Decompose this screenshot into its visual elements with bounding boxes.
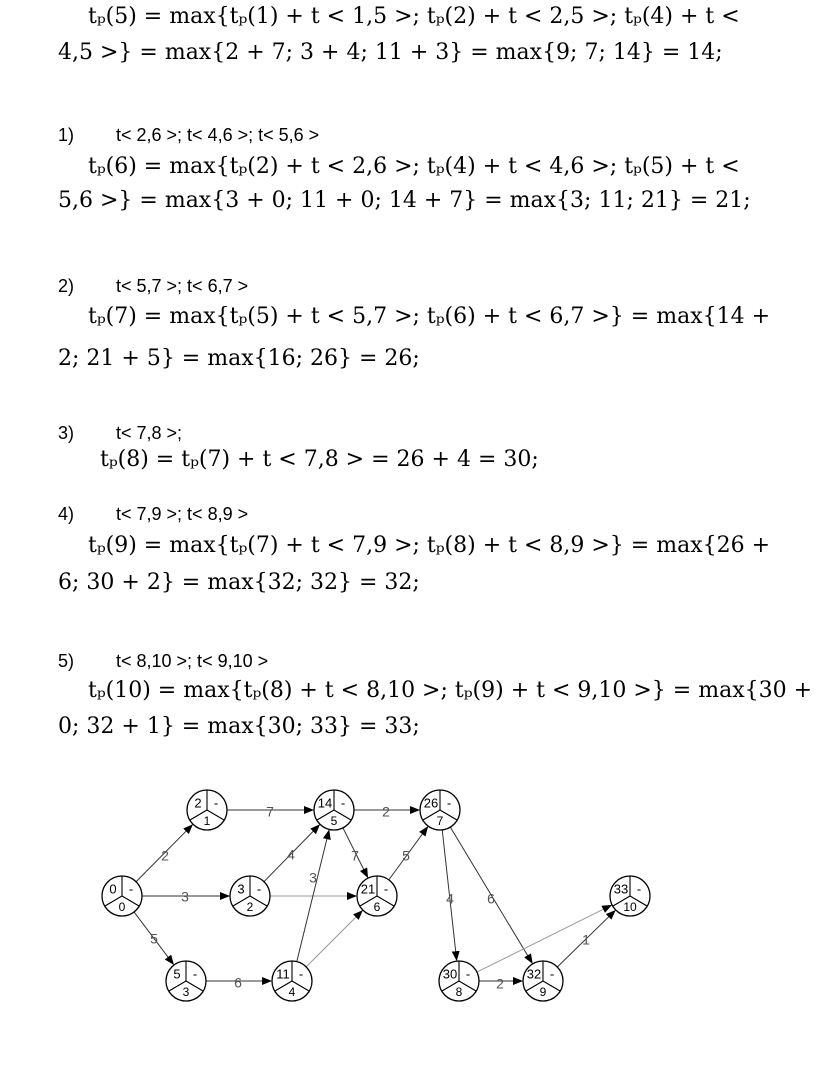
step-1-heading (58, 125, 319, 146)
edge-weight-label: 4 (446, 890, 454, 907)
node-2 (230, 876, 270, 916)
node-3 (166, 961, 206, 1001)
node-early-time: 30 (442, 966, 458, 982)
formula-t5-line1: tₚ(5) = max{tₚ(1) + t < 1,5 >; tₚ(2) + t < 2,5 >; tₚ(4) + t < (88, 4, 740, 29)
node-9 (523, 961, 563, 1001)
node-number: 3 (182, 985, 190, 1000)
step-text: t< 8,10 >; t< 9,10 > (116, 651, 269, 671)
network-graph (0, 780, 816, 1070)
edge-4-6 (306, 911, 362, 967)
step-2-heading (58, 276, 248, 297)
formula-t9-line2: 6; 30 + 2} = max{32; 32} = 32; (58, 570, 420, 595)
node-number: 9 (539, 985, 547, 1000)
node-number: 1 (203, 814, 211, 829)
node-late-time: - (340, 795, 346, 811)
step-number: 5) (58, 651, 75, 671)
step-text: t< 5,7 >; t< 6,7 > (116, 276, 249, 296)
edge-weight-label: 7 (351, 847, 359, 864)
edge-weight-label: 7 (266, 803, 274, 820)
node-late-time: - (383, 881, 389, 897)
step-text: t< 7,9 >; t< 8,9 > (116, 504, 249, 524)
node-number: 6 (373, 900, 381, 915)
node-early-time: 5 (173, 966, 181, 982)
node-early-time: 3 (237, 881, 245, 897)
node-early-time: 21 (360, 881, 376, 897)
node-early-time: 32 (526, 966, 542, 982)
node-early-time: 14 (317, 795, 333, 811)
edge-weight-label: 3 (181, 888, 189, 905)
edge-weight-label: 6 (234, 974, 242, 991)
formula-t10-line2: 0; 32 + 1} = max{30; 33} = 33; (58, 714, 420, 739)
formula-t9-line1: tₚ(9) = max{tₚ(7) + t < 7,9 >; tₚ(8) + t < 8,9 >} = max{26 + (88, 533, 771, 558)
node-number: 4 (288, 985, 296, 1000)
edge-weight-label: 4 (287, 846, 295, 863)
edge-weight-label: 2 (161, 847, 169, 864)
formula-t7-line1: tₚ(7) = max{tₚ(5) + t < 5,7 >; tₚ(6) + t < 6,7 >} = max{14 + (88, 304, 771, 329)
node-late-time: - (128, 881, 134, 897)
node-number: 0 (118, 900, 126, 915)
edge-weight-label: 6 (487, 890, 495, 907)
node-early-time: 26 (423, 795, 439, 811)
node-late-time: - (465, 966, 471, 982)
node-8 (439, 961, 479, 1001)
edge-weight-label: 2 (382, 803, 390, 820)
edge-weight-label: 2 (496, 975, 504, 992)
step-number: 3) (58, 423, 75, 443)
step-text: t< 2,6 >; t< 4,6 >; t< 5,6 > (116, 125, 320, 145)
node-7 (420, 790, 460, 830)
node-number: 7 (436, 814, 444, 829)
formula-t6-line2: 5,6 >} = max{3 + 0; 11 + 0; 14 + 7} = max{3; 11; 21} = 21; (58, 188, 751, 213)
edge-weight-label: 5 (402, 847, 410, 864)
node-5 (314, 790, 354, 830)
step-number: 2) (58, 276, 75, 296)
edge-weight-label: 1 (582, 931, 590, 948)
node-early-time: 11 (276, 966, 290, 982)
node-late-time: - (636, 881, 642, 897)
node-early-time: 33 (613, 881, 629, 897)
formula-t8-line1: tₚ(8) = tₚ(7) + t < 7,8 > = 26 + 4 = 30; (100, 447, 539, 472)
formula-t6-line1: tₚ(6) = max{tₚ(2) + t < 2,6 >; tₚ(4) + t < 4,6 >; tₚ(5) + t < (88, 154, 740, 179)
formula-t10-line1: tₚ(10) = max{tₚ(8) + t < 8,10 >; tₚ(9) + t < 9,10 >} = max{30 + (88, 678, 813, 703)
node-late-time: - (549, 966, 555, 982)
step-4-heading (58, 504, 248, 525)
formula-t5-line2: 4,5 >} = max{2 + 7; 3 + 4; 11 + 3} = max{9; 7; 14} = 14; (58, 40, 723, 65)
node-number: 5 (330, 814, 338, 829)
node-late-time: - (213, 795, 219, 811)
node-early-time: 0 (109, 881, 117, 897)
edge-weight-label: 3 (309, 869, 317, 886)
node-late-time: - (446, 795, 452, 811)
step-number: 4) (58, 504, 75, 524)
edge-weight-label: 5 (150, 930, 158, 947)
node-number: 8 (455, 985, 463, 1000)
node-4 (272, 961, 312, 1001)
node-0 (102, 876, 142, 916)
node-early-time: 2 (194, 795, 202, 811)
node-late-time: - (256, 881, 262, 897)
node-number: 2 (246, 900, 254, 915)
node-1 (187, 790, 227, 830)
node-late-time: - (192, 966, 198, 982)
node-late-time: - (298, 966, 304, 982)
node-10 (610, 876, 650, 916)
step-5-heading (58, 651, 268, 672)
node-number: 10 (623, 900, 637, 915)
step-text: t< 7,8 >; (116, 423, 183, 443)
formula-t7-line2: 2; 21 + 5} = max{16; 26} = 26; (58, 346, 420, 371)
step-number: 1) (58, 125, 75, 145)
step-3-heading (58, 423, 182, 444)
node-6 (357, 876, 397, 916)
